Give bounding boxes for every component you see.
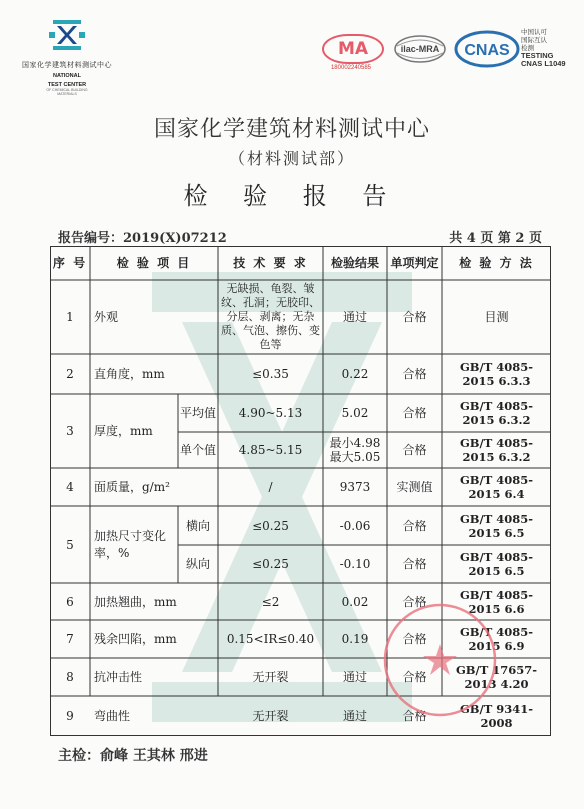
- row4-item: 面质量，g/m²: [94, 480, 170, 494]
- row7-judgement: 合格: [402, 632, 427, 646]
- row5-sub2: 纵向: [185, 557, 210, 571]
- cnas-label: CNAS: [464, 42, 510, 59]
- row6-item: 加热翘曲，mm: [94, 594, 177, 609]
- row3-no: 3: [66, 424, 74, 438]
- row2-item: 直角度，mm: [94, 367, 165, 381]
- row3-requirement1: 4.90~5.13: [238, 406, 303, 420]
- row3-result1: 5.02: [341, 406, 369, 420]
- row5-method1: GB/T 4085-2015 6.5: [459, 511, 534, 540]
- header-result: 检验结果: [330, 256, 379, 270]
- cma-logo: [322, 34, 380, 71]
- row6-no: 6: [66, 594, 74, 609]
- row9-item: 弯曲性: [94, 709, 131, 723]
- official-stamp: [380, 600, 500, 720]
- row9-result: 通过: [342, 709, 367, 723]
- cnas-caption-4: TESTING: [521, 51, 554, 60]
- page-info: 共 4 页 第 2 页: [449, 231, 542, 246]
- row1-method: 目测: [484, 310, 509, 324]
- row8-item: 抗冲击性: [94, 670, 143, 684]
- header-requirement: 技 术 要 求: [233, 256, 308, 270]
- ntc-en-line1: NATIONAL: [52, 73, 81, 79]
- cnas-caption-2: 国际互认: [521, 36, 547, 44]
- row5-result2: -0.10: [339, 557, 371, 571]
- row8-no: 8: [66, 670, 74, 684]
- ntc-emblem-icon: [47, 18, 87, 52]
- row7-no: 7: [66, 632, 74, 646]
- header-judgement: 单项判定: [390, 256, 439, 270]
- row4-requirement: /: [268, 480, 273, 494]
- row3-sub1: 平均值: [179, 406, 216, 420]
- ntc-logo: [22, 18, 112, 96]
- department-subtitle: （材料测试部）: [228, 149, 355, 168]
- header-method: 检 验 方 法: [459, 256, 534, 270]
- row5-result1: -0.06: [339, 518, 371, 533]
- row8-result: 通过: [342, 670, 367, 684]
- row3-sub2: 单个值: [179, 443, 216, 457]
- row3-result2: [323, 432, 387, 468]
- row2-judgement: 合格: [402, 367, 427, 381]
- row6-result: 0.02: [341, 594, 369, 609]
- row7-result: 0.19: [341, 632, 369, 646]
- row2-result: 0.22: [341, 367, 369, 381]
- row3-method1: GB/T 4085-2015 6.3.2: [459, 399, 534, 427]
- row2-requirement: ≤0.35: [252, 367, 289, 381]
- row3-judgement1: 合格: [402, 406, 427, 420]
- cma-mark: MA: [322, 34, 384, 64]
- row3-result2-min: 最小4.98: [329, 436, 381, 450]
- row7-requirement: 0.15<IR≤0.40: [226, 632, 315, 646]
- inspector-signature: 主检：俞峰 王其林 邢进: [58, 748, 208, 764]
- row6-method: GB/T 4085-2015 6.6: [459, 587, 534, 616]
- row6-judgement: 合格: [402, 594, 427, 609]
- cnas-caption-3: 检测: [521, 44, 534, 52]
- row9-judgement: 合格: [402, 709, 427, 723]
- row3-requirement2: 4.85~5.15: [238, 443, 303, 457]
- row2-no: 2: [66, 367, 74, 381]
- row5-item: 加热尺寸变化率，%: [94, 528, 167, 560]
- report-meta: [58, 227, 542, 246]
- row5-method2: GB/T 4085-2015 6.5: [459, 550, 534, 578]
- ilac-label: ilac-MRA: [400, 44, 440, 54]
- row5-judgement2: 合格: [402, 557, 427, 571]
- row4-judgement: 实测值: [396, 480, 433, 494]
- row9-method: GB/T 9341-2008: [459, 702, 534, 730]
- row1-result: 通过: [342, 310, 367, 324]
- ntc-en-line4: MATERIALS: [57, 92, 77, 96]
- row8-method: GB/T 17657-2013 4.20: [455, 663, 538, 691]
- cnas-caption-1: 中国认可: [521, 28, 547, 36]
- row6-requirement: ≤2: [261, 594, 280, 609]
- cnas-caption: [521, 28, 571, 68]
- row2-method: GB/T 4085-2015 6.3.3: [459, 360, 534, 388]
- header-no: 序 号: [52, 256, 88, 270]
- ntc-cn-name: 国家化学建筑材料测试中心: [22, 61, 112, 69]
- row3-judgement2: 合格: [402, 443, 427, 457]
- row4-method: GB/T 4085-2015 6.4: [459, 473, 534, 501]
- row3-item: 厚度，mm: [94, 424, 153, 438]
- header-item: 检 验 项 目: [116, 256, 192, 270]
- cnas-logo: [454, 30, 520, 68]
- row4-result: 9373: [339, 480, 371, 494]
- report-number: 报告编号：2019(X)07212: [58, 231, 227, 246]
- row1-requirement: 无缺损、龟裂、皱纹、孔洞；无胶印、分层、剥离；无杂质、气泡、擦伤、变色等: [221, 282, 320, 351]
- row1-item: 外观: [94, 310, 119, 324]
- row5-no: 5: [66, 537, 74, 552]
- row5-requirement1: ≤0.25: [252, 518, 289, 533]
- row4-no: 4: [66, 480, 74, 494]
- row9-no: 9: [66, 709, 74, 723]
- row8-judgement: 合格: [402, 670, 427, 684]
- row7-item: 残余凹陷，mm: [94, 632, 177, 646]
- row7-method: GB/T 4085-2015 6.9: [459, 625, 534, 653]
- ilac-mra-logo: [393, 34, 447, 64]
- row5-requirement2: ≤0.25: [252, 557, 289, 571]
- row3-method2: GB/T 4085-2015 6.3.2: [459, 436, 534, 464]
- row1-no: 1: [66, 310, 74, 324]
- report-title: 检 验 报 告: [183, 182, 401, 210]
- row3-result2-max: 最大5.05: [329, 450, 381, 464]
- ntc-en-line3: OF CHEMICAL BUILDING: [46, 88, 88, 92]
- cnas-caption-5: CNAS L1049: [521, 59, 566, 68]
- row5-sub1: 横向: [185, 518, 210, 533]
- center-title: 国家化学建筑材料测试中心: [153, 117, 430, 142]
- row5-judgement1: 合格: [402, 518, 427, 533]
- ntc-en-line2: TEST CENTER: [47, 82, 87, 88]
- cma-number: 180002240585: [330, 65, 372, 71]
- row8-requirement: 无开裂: [252, 670, 289, 684]
- row1-judgement: 合格: [402, 310, 427, 324]
- row9-requirement: 无开裂: [252, 709, 289, 723]
